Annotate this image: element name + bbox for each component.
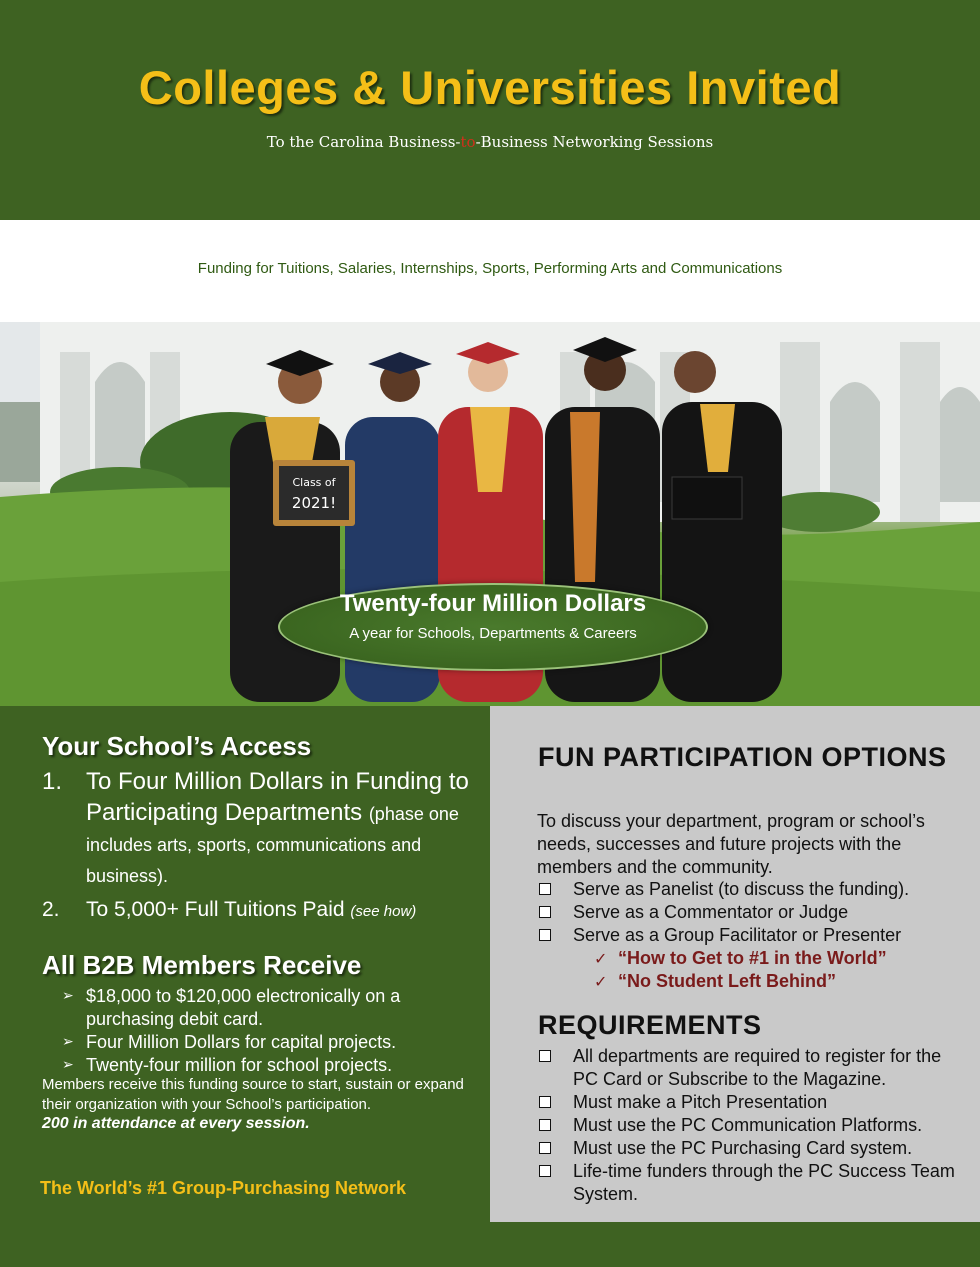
- sign-line-2: 2021!: [291, 494, 337, 512]
- subtitle-part-1: To the Carolina Business-: [266, 133, 461, 151]
- list-item: [537, 901, 967, 924]
- oval-title: Twenty-four Million Dollars: [339, 590, 647, 617]
- access-item-1-number: 1.: [42, 768, 63, 795]
- fun-heading: FUN PARTICIPATION OPTIONS: [538, 742, 947, 772]
- topic-text: “How to Get to #1 in the World”: [618, 948, 887, 968]
- page-title: Colleges & Universities Invited: [138, 61, 842, 114]
- checkbox-icon: [539, 1165, 551, 1177]
- participation-options-list: [537, 878, 967, 947]
- members-heading: All B2B Members Receive: [42, 950, 362, 980]
- list-item: [537, 878, 967, 901]
- list-item: [537, 1045, 967, 1091]
- network-tagline: The World’s #1 Group-Purchasing Network: [40, 1178, 407, 1198]
- checkbox-icon: [539, 1142, 551, 1154]
- sign-line-1: Class of: [292, 476, 336, 489]
- page-subtitle: [0, 133, 980, 151]
- checkbox-icon: [539, 1119, 551, 1131]
- list-item: [537, 1091, 967, 1114]
- fun-intro: To discuss your department, program or school’s needs, successes and future projects with the members and the community.: [537, 811, 925, 877]
- subtitle-highlight: to: [460, 133, 476, 151]
- option-text: Serve as Panelist (to discuss the funding).: [573, 879, 910, 899]
- requirement-text: Must use the PC Communication Platforms.: [573, 1115, 923, 1135]
- checkbox-icon: [539, 1050, 551, 1062]
- list-item: ➢ Four Million Dollars for capital projects.: [62, 1031, 482, 1054]
- list-item: ➢ Twenty-four million for school projects.: [62, 1054, 482, 1077]
- requirement-text: Must make a Pitch Presentation: [573, 1092, 828, 1112]
- header-banner: [0, 0, 980, 220]
- checkbox-icon: [539, 929, 551, 941]
- topics-list: [594, 947, 887, 993]
- access-item-1-main: To Four Million Dollars in Funding to Participating Departments: [86, 768, 469, 826]
- checkbox-icon: [539, 1096, 551, 1108]
- list-item: ➢ $18,000 to $120,000 electronically on a purchasing debit card.: [62, 985, 482, 1031]
- checkmark-icon: ✓: [594, 949, 608, 968]
- subtitle-part-2: -Business Networking Sessions: [475, 133, 714, 151]
- access-item-1: [42, 766, 487, 890]
- access-heading: Your School’s Access: [42, 731, 312, 761]
- option-text: Serve as a Group Facilitator or Presenter: [573, 925, 902, 945]
- checkmark-icon: ✓: [594, 972, 608, 991]
- checkbox-icon: [539, 906, 551, 918]
- members-note: Members receive this funding source to start, sustain or expand their organization with your School’s participation.: [42, 1076, 464, 1113]
- requirement-text: Life-time funders through the PC Success Team System.: [573, 1161, 955, 1204]
- list-item: [537, 1114, 967, 1137]
- access-item-2-number: 2.: [42, 898, 60, 921]
- requirements-heading: REQUIREMENTS: [538, 1010, 762, 1040]
- requirement-text: Must use the PC Purchasing Card system.: [573, 1138, 913, 1158]
- access-item-2: [42, 898, 416, 922]
- list-item: [594, 970, 887, 993]
- option-text: Serve as a Commentator or Judge: [573, 902, 849, 922]
- list-item: [537, 1137, 967, 1160]
- funding-tagline: Funding for Tuitions, Salaries, Internships, Sports, Performing Arts and Communications: [197, 260, 783, 277]
- see-how-link[interactable]: (see how): [350, 903, 417, 920]
- checkbox-icon: [539, 883, 551, 895]
- list-item: [537, 1160, 967, 1206]
- requirement-text: All departments are required to register for the PC Card or Subscribe to the Magazine.: [573, 1046, 942, 1089]
- oval-subtitle: A year for Schools, Departments & Careers: [349, 625, 637, 642]
- members-benefits-list: [62, 985, 482, 1077]
- attendance-note: 200 in attendance at every session.: [42, 1115, 310, 1132]
- access-item-2-main: To 5,000+ Full Tuitions Paid: [86, 898, 345, 921]
- list-item: [537, 924, 967, 947]
- access-item-1-note: (phase one includes arts, sports, communications and business).: [86, 804, 459, 886]
- topic-text: “No Student Left Behind”: [618, 971, 836, 991]
- list-item: [594, 947, 887, 970]
- footer-strip: [490, 1222, 980, 1267]
- requirements-list: [537, 1045, 967, 1206]
